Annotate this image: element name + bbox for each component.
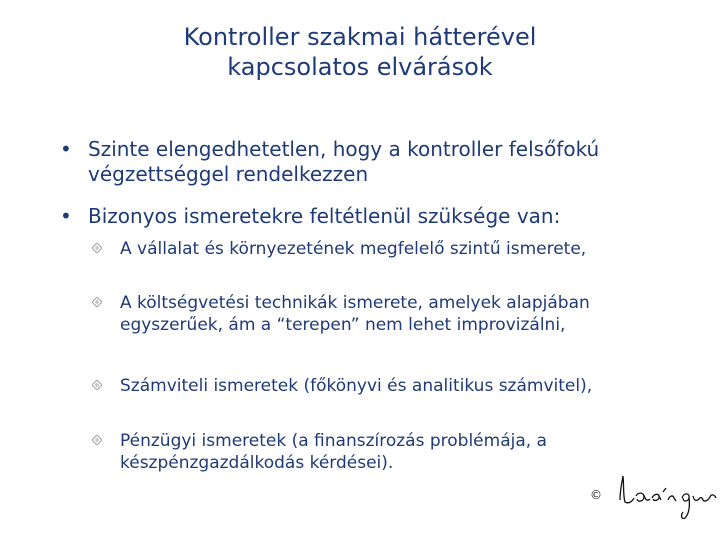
bullet-item bbox=[60, 204, 700, 229]
sub-bullet-text: Pénzügyi ismeretek (a finanszírozás problémája, a készpénzgazdálkodás kérdései). bbox=[120, 431, 547, 473]
sub-bullet-text: A költségvetési technikák ismerete, amelyek alapjában egyszerűek, ám a “terepen” nem lehet improvizálni, bbox=[120, 293, 590, 335]
sub-bullet-item bbox=[92, 238, 632, 260]
sub-bullet-text: Számviteli ismeretek (főkönyvi és analitikus számvitel), bbox=[120, 376, 593, 396]
sub-bullet-text: A vállalat és környezetének megfelelő szintű ismerete, bbox=[120, 239, 587, 259]
diamond-bullet-icon bbox=[92, 243, 102, 253]
bullet-dot-icon: • bbox=[60, 204, 72, 228]
sub-bullet-item bbox=[92, 292, 632, 336]
sub-bullet-item bbox=[92, 375, 632, 397]
slide-title bbox=[60, 22, 660, 82]
diamond-bullet-icon bbox=[92, 380, 102, 390]
title-line-1: Kontroller szakmai hátterével bbox=[183, 23, 537, 51]
bullet-text: Szinte elengedhetetlen, hogy a kontroller felsőfokú végzettséggel rendelkezzen bbox=[88, 137, 600, 186]
diamond-bullet-icon bbox=[92, 435, 102, 445]
sub-bullet-item bbox=[92, 430, 632, 474]
diamond-bullet-icon bbox=[92, 297, 102, 307]
bullet-item bbox=[60, 137, 700, 187]
bullet-dot-icon: • bbox=[60, 137, 72, 161]
handwritten-signature bbox=[590, 462, 720, 522]
title-line-2: kapcsolatos elvárások bbox=[227, 53, 493, 81]
bullet-text: Bizonyos ismeretekre feltétlenül szüksége van: bbox=[88, 204, 561, 228]
copyright-symbol: © bbox=[590, 488, 602, 502]
